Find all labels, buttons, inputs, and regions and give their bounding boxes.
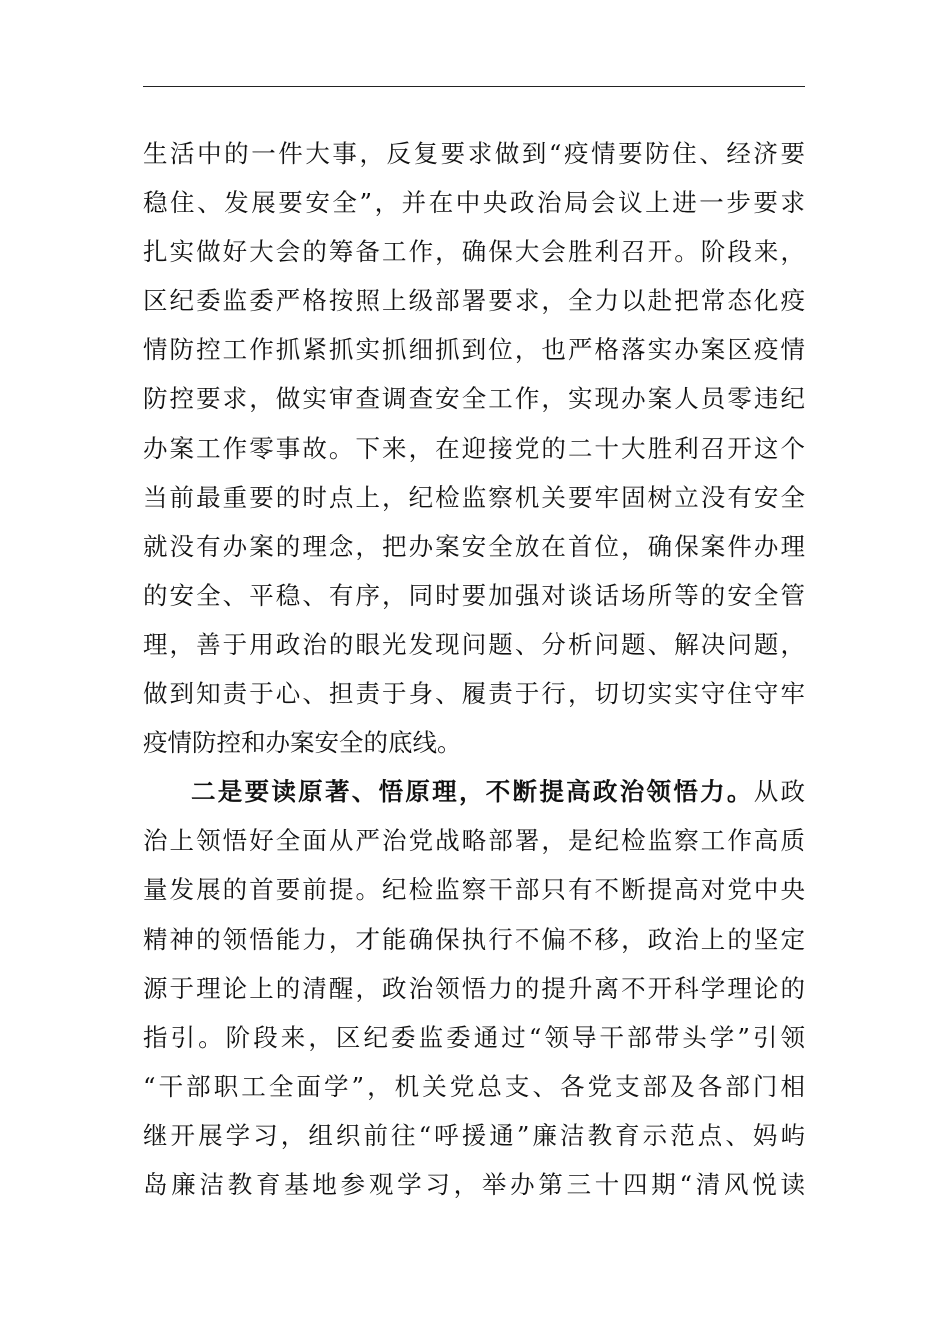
text-line: 做到知责于心、担责于身、履责于行，切切实实守住守牢 — [143, 679, 805, 709]
text-line: 疫情防控和办案安全的底线。 — [143, 728, 462, 758]
text-line: “干部职工全面学”，机关党总支、各党支部及各部门相 — [143, 1071, 805, 1101]
paragraph-heading: 二是要读原著、悟原理，不断提高政治领悟力。 — [191, 777, 754, 807]
paragraph-heading-line — [143, 767, 805, 816]
body-text — [143, 129, 805, 1209]
text-line: 精神的领悟能力，才能确保执行不偏不移，政治上的坚定 — [143, 924, 805, 954]
text-line: 量发展的首要前提。纪检监察干部只有不断提高对党中央 — [143, 875, 805, 905]
text-line: 稳住、发展要安全”，并在中央政治局会议上进一步要求 — [143, 188, 805, 218]
heading-line-rest: 从政 — [753, 777, 805, 807]
text-line: 区纪委监委严格按照上级部署要求，全力以赴把常态化疫 — [143, 286, 805, 316]
text-line: 源于理论上的清醒，政治领悟力的提升离不开科学理论的 — [143, 973, 805, 1003]
text-line: 治上领悟好全面从严治党战略部署，是纪检监察工作高质 — [143, 826, 805, 856]
text-line: 的安全、平稳、有序，同时要加强对谈话场所等的安全管 — [143, 580, 805, 610]
text-line: 岛廉洁教育基地参观学习，举办第三十四期“清风悦读 — [143, 1169, 805, 1199]
text-line: 办案工作零事故。下来，在迎接党的二十大胜利召开这个 — [143, 433, 805, 463]
header-rule — [143, 86, 805, 87]
text-line: 就没有办案的理念，把办案安全放在首位，确保案件办理 — [143, 531, 805, 561]
text-line: 指引。阶段来，区纪委监委通过“领导干部带头学”引领 — [143, 1022, 805, 1052]
text-line: 情防控工作抓紧抓实抓细抓到位，也严格落实办案区疫情 — [143, 335, 805, 365]
text-line: 扎实做好大会的筹备工作，确保大会胜利召开。阶段来， — [143, 237, 805, 267]
text-line: 生活中的一件大事，反复要求做到“疫情要防住、经济要 — [143, 139, 805, 168]
text-line: 当前最重要的时点上，纪检监察机关要牢固树立没有安全 — [143, 482, 805, 512]
text-line: 继开展学习，组织前往“呼援通”廉洁教育示范点、妈屿 — [143, 1120, 805, 1150]
text-line: 防控要求，做实审查调查安全工作，实现办案人员零违纪 — [143, 384, 805, 414]
text-line: 理，善于用政治的眼光发现问题、分析问题、解决问题， — [143, 629, 805, 659]
